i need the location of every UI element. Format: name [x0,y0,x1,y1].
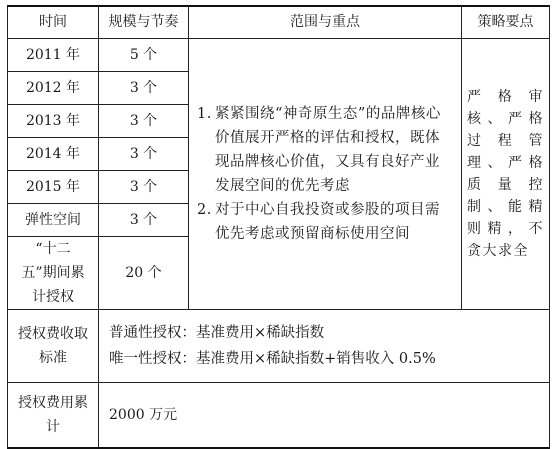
scope-item [197,198,449,246]
fee-line: 普通性授权：基准费用×稀缺指数 [109,324,325,341]
header-time: 时间 [8,6,99,38]
time-cell: 弹性空间 [8,203,99,236]
scope-item-text: 对于中心自我投资或参股的项目需优先考虑或预留商标使用空间 [215,201,440,242]
scope-item-number: 2. [197,201,212,218]
scale-cell: 5 个 [99,38,189,71]
fee-line: 唯一性授权：基准费用×稀缺指数+销售收入 0.5% [109,350,436,367]
scope-cell [189,38,462,309]
scope-item-number: 1. [197,105,212,122]
scale-cell: 3 个 [99,170,189,203]
scale-cell: 3 个 [99,71,189,104]
fee-label: 授权费收取标准 [8,309,99,382]
fee-row [8,309,550,382]
header-scope: 范围与重点 [189,6,462,38]
header-row [8,6,550,38]
scale-cell: 3 个 [99,203,189,236]
scope-item-text: 紧紧围绕“神奇原生态”的品牌核心价值展开严格的评估和授权，既体现品牌核心价值，又具有良好产业发展空间的优先考虑 [215,105,441,194]
time-cell: 2015 年 [8,170,99,203]
fee-standard-cell [99,309,550,382]
cumulative-label: “十二五”期间累计授权 [8,236,99,309]
header-scale: 规模与节奏 [99,6,189,38]
cumulative-value: 20 个 [99,236,189,309]
strategy-cell: 严格审核、严格过程管理、严格质量控制、能精则精，不贪大求全 [462,38,550,309]
scale-cell: 3 个 [99,104,189,137]
table-row [8,38,550,71]
time-cell: 2011 年 [8,38,99,71]
time-cell: 2013 年 [8,104,99,137]
time-cell: 2012 年 [8,71,99,104]
licensing-plan-table [7,5,550,449]
time-cell: 2014 年 [8,137,99,170]
scale-cell: 3 个 [99,137,189,170]
total-value: 2000 万元 [99,382,550,448]
header-strategy: 策略要点 [462,6,550,38]
scope-item [197,102,449,198]
total-label: 授权费用累计 [8,382,99,448]
total-row [8,382,550,448]
